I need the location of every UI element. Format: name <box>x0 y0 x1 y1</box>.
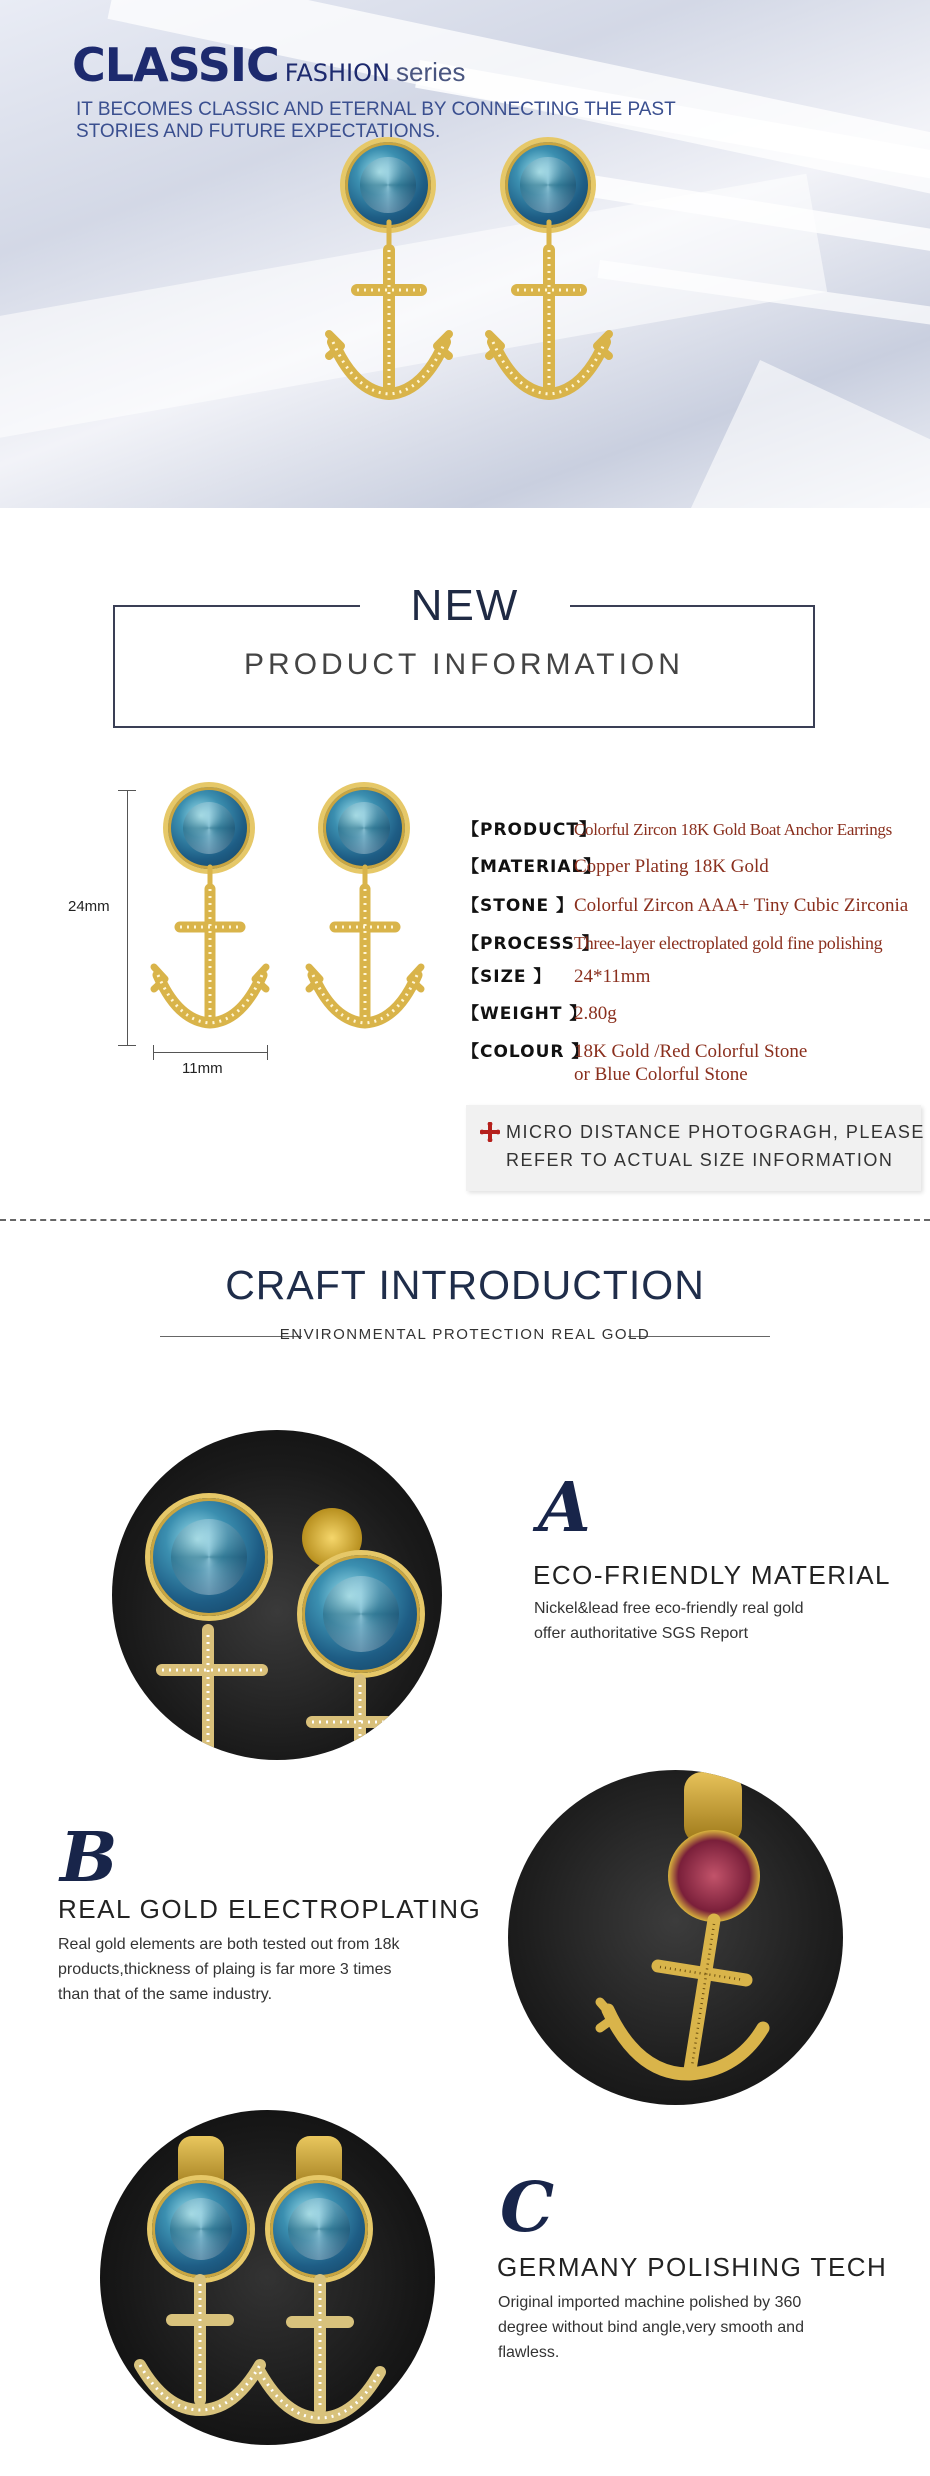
spec-key: 【WEIGHT 】 <box>462 1004 588 1024</box>
spec-key: 【PROCESS 】 <box>462 934 600 954</box>
size-notice <box>466 1105 925 1191</box>
feature-a-line-2: offer authoritative SGS Report <box>534 1625 749 1642</box>
spec-value: 18K Gold /Red Colorful Stone <box>574 1041 808 1062</box>
craft-subtitle: ENVIRONMENTAL PROTECTION REAL GOLD <box>279 1326 651 1343</box>
hero-earring-left <box>325 142 455 412</box>
spec-stone <box>462 894 908 917</box>
feature-b-line-2: products,thickness of plaing is far more 3 times <box>58 1961 392 1978</box>
feature-b-line-3: than that of the same industry. <box>58 1986 273 2003</box>
hero-banner <box>0 0 930 508</box>
width-label: 11mm <box>182 1060 223 1077</box>
feature-c-text <box>498 2290 804 2365</box>
spec-value-line2: or Blue Colorful Stone <box>574 1064 748 1085</box>
spec-key: 【SIZE 】 <box>462 967 552 987</box>
feature-c-line-3: flawless. <box>498 2344 560 2361</box>
spec-value: 2.80g <box>574 1003 617 1024</box>
spec-weight <box>462 1002 617 1025</box>
spec-process <box>462 932 882 955</box>
spec-value: Colorful Zircon AAA+ Tiny Cubic Zirconia <box>574 895 909 916</box>
hero-classic: CLASSIC <box>72 38 279 92</box>
notice-line-2: REFER TO ACTUAL SIZE INFORMATION <box>506 1150 894 1170</box>
hero-series: series <box>395 57 466 87</box>
height-dimension-line <box>127 790 128 1045</box>
feature-a-line-1: Nickel&lead free eco-friendly real gold <box>534 1600 804 1617</box>
feature-c-photo <box>100 2110 435 2445</box>
hero-earring-right <box>485 142 615 412</box>
spec-colour <box>462 1040 808 1085</box>
feature-a-letter: A <box>538 1468 591 1548</box>
spec-key: 【PRODUCT】 <box>462 820 597 840</box>
feature-b-line-1: Real gold elements are both tested out from 18k <box>58 1936 400 1953</box>
width-dimension-line <box>153 1052 267 1053</box>
feature-c-line-2: degree without bind angle,very smooth and <box>498 2319 804 2336</box>
height-label: 24mm <box>68 898 110 915</box>
spec-value: 24*11mm <box>574 966 651 987</box>
craft-title: CRAFT INTRODUCTION <box>225 1262 705 1308</box>
feature-b-title: REAL GOLD ELECTROPLATING <box>58 1894 482 1924</box>
spec-value: Colorful Zircon 18K Gold Boat Anchor Earrings <box>574 820 892 839</box>
feature-a-text <box>534 1596 803 1646</box>
info-earring-right <box>305 785 425 1040</box>
heading-new: NEW <box>360 578 570 634</box>
cross-icon <box>480 1122 500 1142</box>
section-divider <box>0 1219 930 1221</box>
feature-a-photo <box>112 1430 442 1760</box>
heading-product-information: PRODUCT INFORMATION <box>244 648 684 681</box>
spec-value: Copper Plating 18K Gold <box>574 856 769 877</box>
spec-product <box>462 818 892 841</box>
feature-c-letter: C <box>500 2168 555 2248</box>
spec-key: 【STONE 】 <box>462 896 575 916</box>
hero-fashion: FASHION <box>284 59 390 87</box>
spec-size <box>462 965 650 988</box>
spec-key: 【MATERIAL】 <box>462 857 602 877</box>
spec-key: 【COLOUR 】 <box>462 1042 590 1062</box>
info-earring-left <box>150 785 270 1040</box>
feature-b-text <box>58 1932 400 2007</box>
spec-material <box>462 855 769 878</box>
hero-subtitle: IT BECOMES CLASSIC AND ETERNAL BY CONNECTING THE PAST STORIES AND FUTURE EXPECTATIONS. <box>76 99 676 142</box>
feature-b-letter: B <box>60 1818 118 1898</box>
hero-title <box>72 38 465 92</box>
feature-c-line-1: Original imported machine polished by 360 <box>498 2294 802 2311</box>
notice-line-1: MICRO DISTANCE PHOTOGRAGH, PLEASE <box>506 1122 925 1142</box>
feature-a-title: ECO-FRIENDLY MATERIAL <box>533 1560 891 1590</box>
feature-b-photo <box>508 1770 843 2105</box>
feature-c-title: GERMANY POLISHING TECH <box>497 2252 888 2282</box>
spec-value: Three-layer electroplated gold fine polishing <box>574 933 883 953</box>
